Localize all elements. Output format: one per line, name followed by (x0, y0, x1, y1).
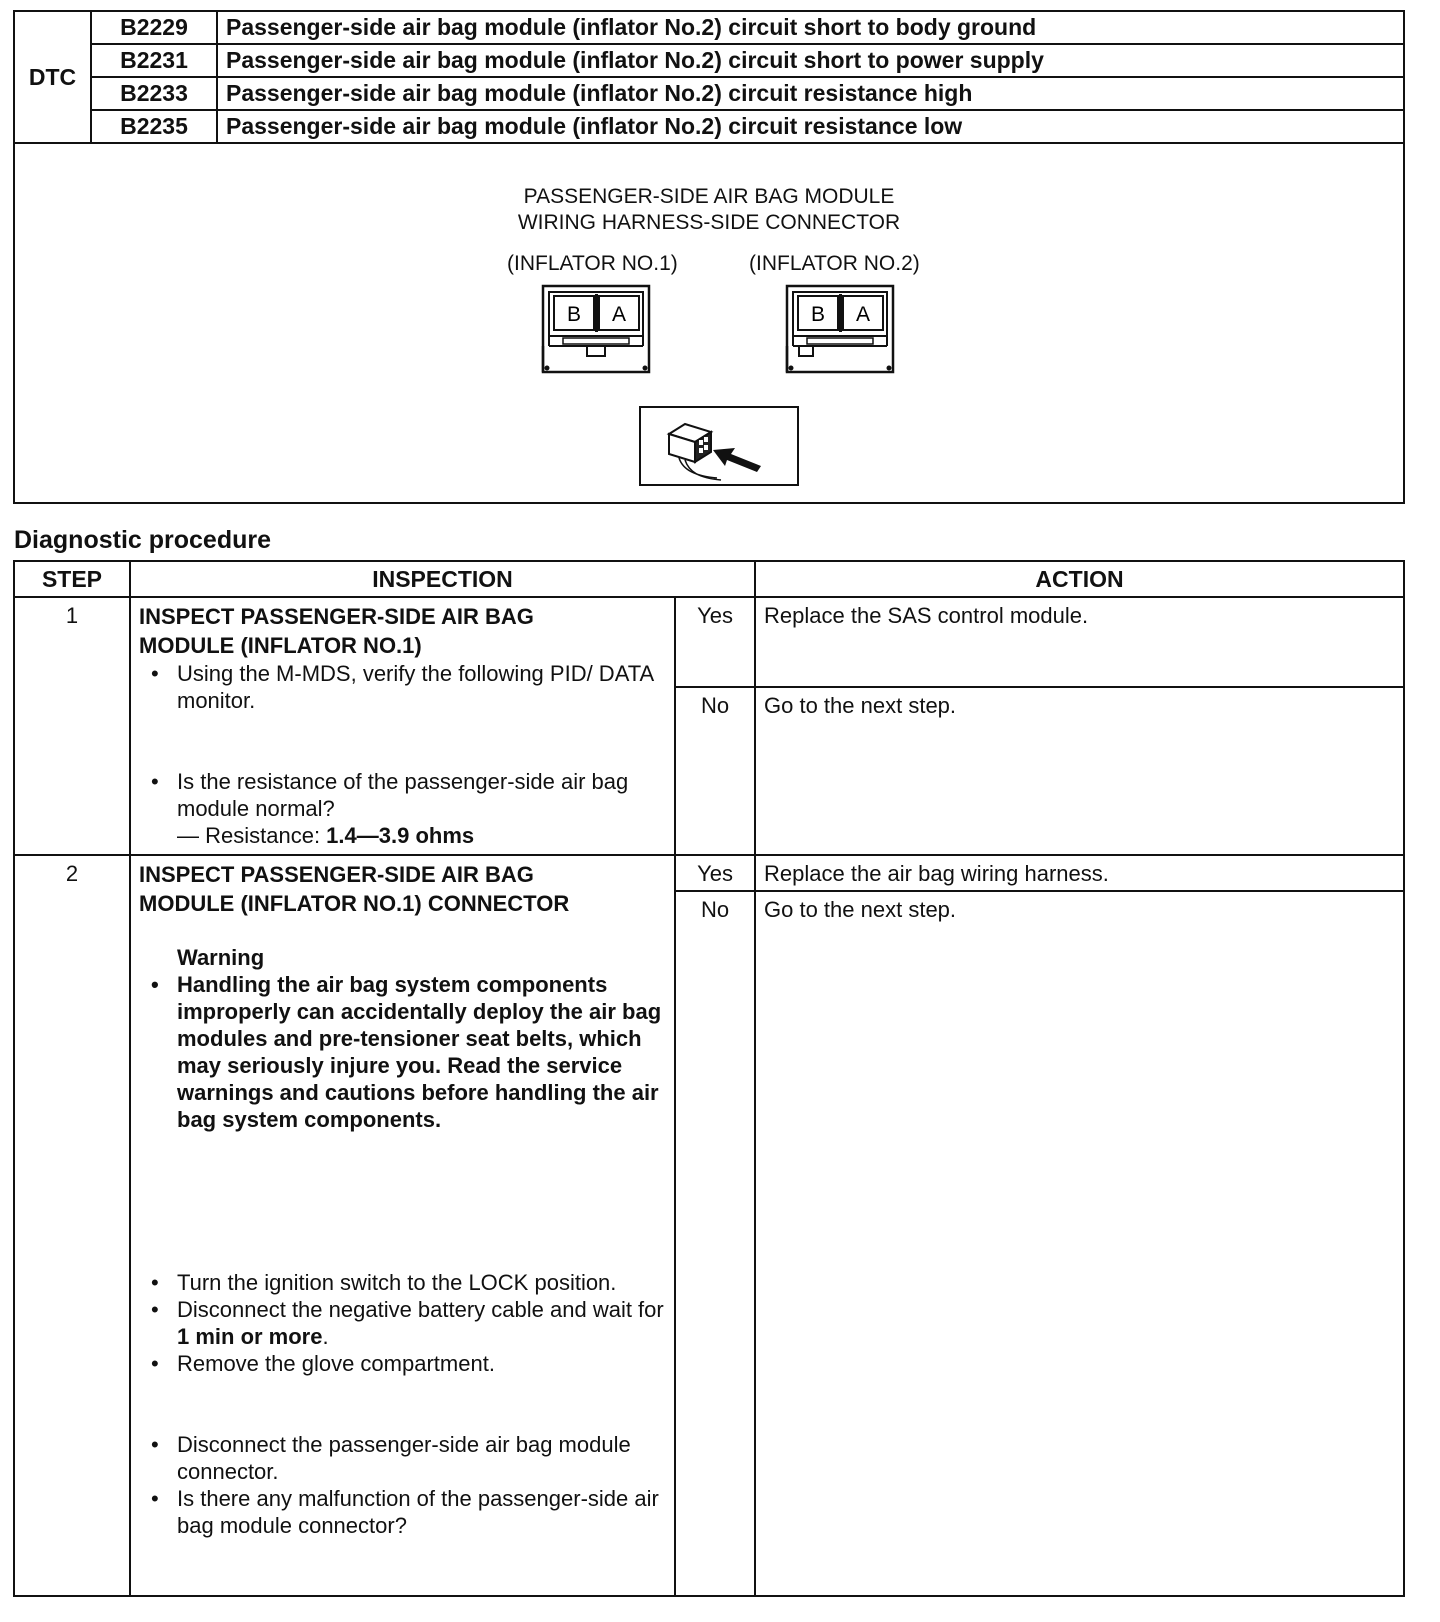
yes-label: Yes (675, 855, 755, 891)
list-item (177, 1296, 668, 1350)
question-text: Is the resistance of the passenger-side air bag module normal? (177, 769, 629, 821)
dtc-label: DTC (15, 12, 91, 143)
list-item-suffix: . (322, 1324, 329, 1349)
dtc-row (15, 110, 1403, 143)
pin-label: A (855, 303, 871, 326)
dtc-code: B2231 (91, 44, 217, 77)
resistance-value: 1.4—3.9 ohms (326, 823, 475, 848)
inflator-1-label: (INFLATOR NO.1) (507, 252, 678, 275)
inspection-cell (130, 597, 675, 855)
list-item: • Turn the ignition switch to the LOCK position. (177, 1269, 668, 1296)
no-label: No (675, 891, 755, 1596)
dtc-code: B2235 (91, 110, 217, 143)
yes-action: Replace the SAS control module. (755, 597, 1404, 687)
resistance-note-prefix: — Resistance: (177, 823, 327, 848)
figure-title-line1: PASSENGER-SIDE AIR BAG MODULE (523, 185, 895, 208)
inspection-cell (130, 855, 675, 1596)
step-heading-line2: MODULE (INFLATOR NO.1) CONNECTOR (139, 891, 570, 916)
dtc-code: B2229 (91, 12, 217, 44)
wait-duration: 1 min or more (177, 1324, 323, 1349)
dtc-description: Passenger-side air bag module (inflator No.2) circuit short to power supply (217, 44, 1403, 77)
warning-list (139, 971, 668, 1133)
dtc-row (15, 12, 1403, 44)
yes-action: Replace the air bag wiring harness. (755, 855, 1404, 891)
connector-view-icon (639, 406, 799, 486)
table-row (14, 855, 1404, 891)
step-number: 1 (14, 597, 130, 855)
dtc-row (15, 77, 1403, 110)
list-item: • Disconnect the passenger-side air bag module connector. (177, 1431, 668, 1485)
dtc-description: Passenger-side air bag module (inflator No.2) circuit short to body ground (217, 12, 1403, 44)
connector-inflator-2-diagram (785, 284, 897, 376)
no-action: Go to the next step. (755, 891, 1404, 1596)
list-item: • Using the M-MDS, verify the following PID/ DATA monitor. (177, 660, 668, 714)
header-inspection: INSPECTION (130, 561, 755, 597)
table-row (14, 597, 1404, 687)
connector-figure (15, 152, 1403, 502)
step-number: 2 (14, 855, 130, 1596)
warning-text: • Handling the air bag system components improperly can accidentally deploy the air bag modules and pre-tensioner seat belts, which may seriously injure you. Read the service warnings and cautions before handling the air bag system components. (177, 971, 668, 1133)
section-title: Diagnostic procedure (14, 526, 271, 554)
list-item: • Is there any malfunction of the passenger-side air bag module connector? (177, 1485, 668, 1539)
header-step: STEP (14, 561, 130, 597)
dtc-table (15, 12, 1403, 144)
step-heading-line1: INSPECT PASSENGER-SIDE AIR BAG (139, 604, 534, 629)
inspection-list (139, 1269, 668, 1377)
inspection-list (139, 768, 668, 849)
dtc-description: Passenger-side air bag module (inflator No.2) circuit resistance high (217, 77, 1403, 110)
step-heading-line2: MODULE (INFLATOR NO.1) (139, 633, 422, 658)
step-heading-line1: INSPECT PASSENGER-SIDE AIR BAG (139, 862, 534, 887)
dtc-description: Passenger-side air bag module (inflator No.2) circuit resistance low (217, 110, 1403, 143)
pin-label: B (566, 303, 582, 326)
header-action: ACTION (755, 561, 1404, 597)
list-item-text: Disconnect the negative battery cable and wait for (177, 1297, 664, 1322)
dtc-code: B2233 (91, 77, 217, 110)
figure-title-line2: WIRING HARNESS-SIDE CONNECTOR (517, 211, 901, 234)
inflator-2-label: (INFLATOR NO.2) (749, 252, 920, 275)
inspection-list (139, 660, 668, 714)
yes-label: Yes (675, 597, 755, 687)
pin-label: A (611, 303, 627, 326)
list-item: • Remove the glove compartment. (177, 1350, 668, 1377)
inspection-list (139, 1431, 668, 1539)
list-item (177, 768, 668, 849)
connector-inflator-1-diagram (541, 284, 653, 376)
no-action: Go to the next step. (755, 687, 1404, 855)
table-header-row (14, 561, 1404, 597)
pin-label: B (810, 303, 826, 326)
no-label: No (675, 687, 755, 855)
procedure-table (13, 560, 1405, 1597)
dtc-panel (13, 10, 1405, 504)
step-heading (139, 602, 668, 660)
step-heading (139, 860, 668, 918)
dtc-row (15, 44, 1403, 77)
warning-title: Warning (177, 945, 265, 970)
